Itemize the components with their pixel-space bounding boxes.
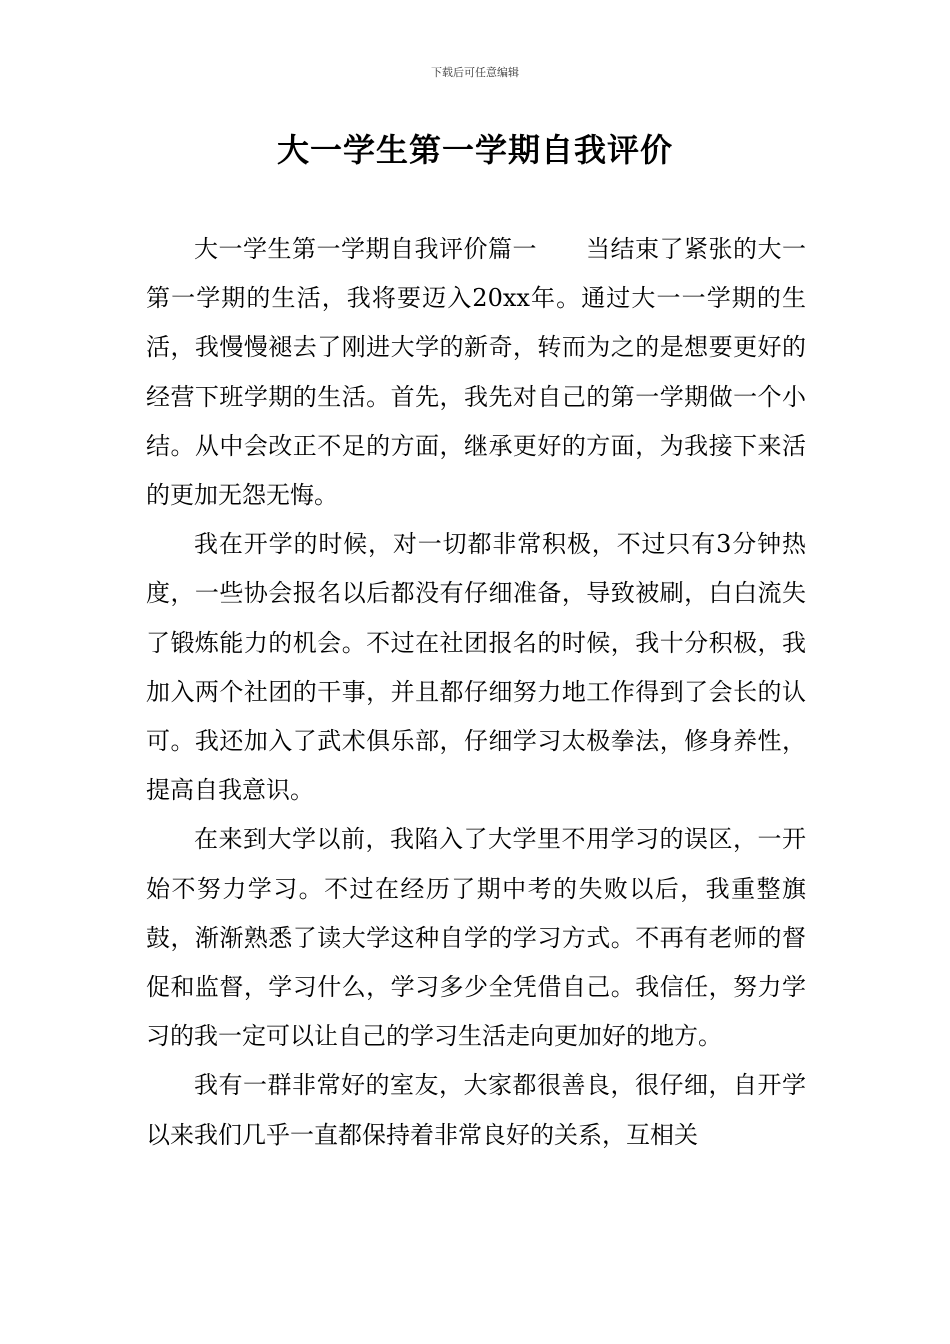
paragraph-2: 我在开学的时候，对一切都非常积极，不过只有3分钟热度，一些协会报名以后都没有仔细准备，导致被刷，白白流失了锻炼能力的机会。不过在社团报名的时候，我十分积极，我加入两个社团的干事，并且都仔细努力地工作得到了会长的认可。我还加入了武术俱乐部，仔细学习太极拳法，修身养性，提高自我意识。 — [146, 530, 806, 805]
paragraph-1: 大一学生第一学期自我评价篇一 当结束了紧张的大一第一学期的生活，我将要迈入20xx年。通过大一一学期的生活，我慢慢褪去了刚进大学的新奇，转而为之的是想要更好的经营下班学期的生活。首先，我先对自己的第一学期做一个小结。从中会改正不足的方面，继承更好的方面，为我接下来活的更加无怨无悔。 — [146, 235, 806, 510]
header-note: 下载后可任意编辑 — [431, 66, 519, 79]
document-body — [146, 225, 806, 1160]
document-title: 大一学生第一学期自我评价 — [276, 131, 673, 169]
paragraph-3: 在来到大学以前，我陷入了大学里不用学习的误区，一开始不努力学习。不过在经历了期中考的失败以后，我重整旗鼓，渐渐熟悉了读大学这种自学的学习方式。不再有老师的督促和监督，学习什么，学习多少全凭借自己。我信任，努力学习的我一定可以让自己的学习生活走向更加好的地方。 — [146, 825, 806, 1051]
paragraph-4: 我有一群非常好的室友，大家都很善良，很仔细，自开学以来我们几乎一直都保持着非常良好的关系，互相关 — [146, 1071, 806, 1149]
